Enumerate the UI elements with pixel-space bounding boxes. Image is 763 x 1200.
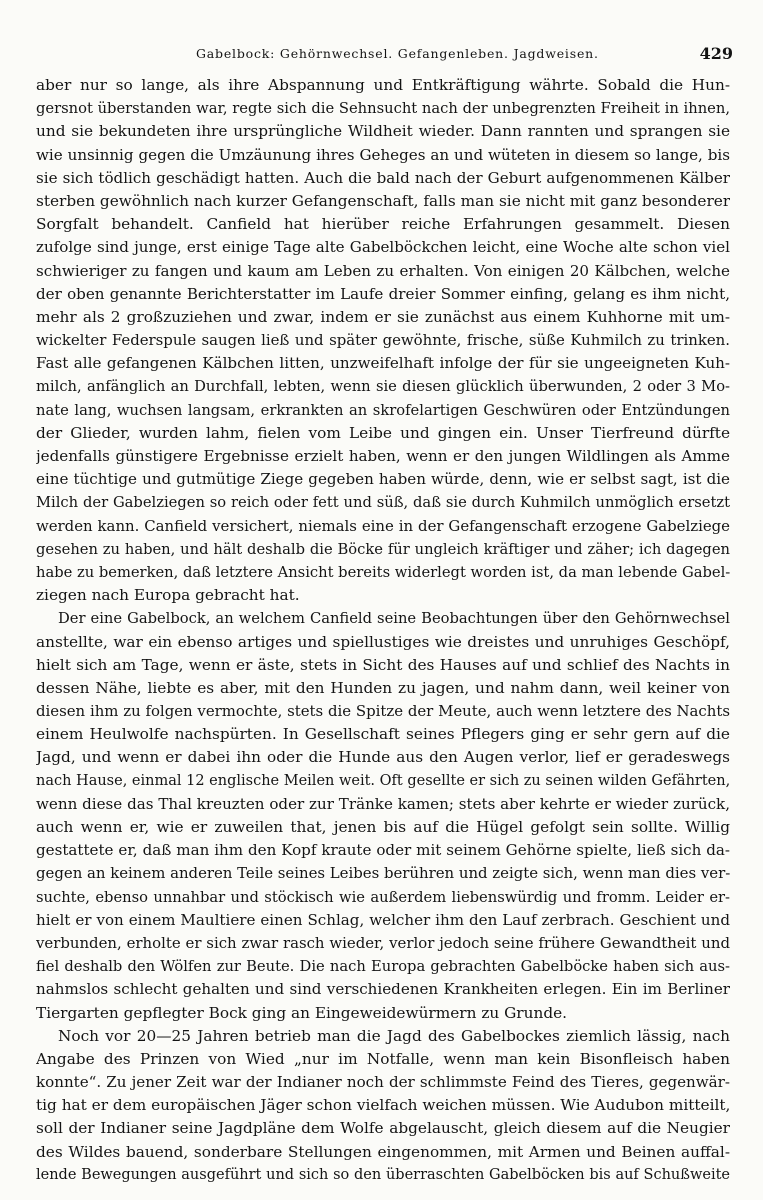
running-header [36,44,739,68]
text-line: gesehen zu haben, und hält deshalb die Böcke für ungleich kräftiger und zäher; ich dagegen [36,540,730,558]
text-line: verbunden, erholte er sich zwar rasch wieder, verlor jedoch seine frühere Gewandtheit und [36,933,730,952]
text-line: des Wildes bauend, sonderbare Stellungen eingenommen, mit Armen und Beinen auffal- [36,1142,730,1161]
text-line: und sie bekundeten ihre ursprüngliche Wildheit wieder. Dann rannten und sprangen sie [36,122,730,141]
text-line: Tiergarten gepflegter Bock ging an Eingeweidewürmern zu Grunde. [36,1003,568,1022]
text-line: Der eine Gabelbock, an welchem Canfield seine Beobachtungen über den Gehörnwechsel [58,610,730,628]
body-text [36,74,730,1187]
text-line: nate lang, wuchsen langsam, erkrankten an skrofelartigen Geschwüren oder Entzündungen [36,401,730,419]
text-line: nach Hause, einmal 12 englische Meilen weit. Oft gesellte er sich zu seinen wilden Gefährten, [36,772,730,789]
text-line: lende Bewegungen ausgeführt und sich so den überraschten Gabelböcken bis auf Schußweite [36,1166,730,1183]
text-line: eine tüchtige und gutmütige Ziege gegeben haben würde, denn, wie er selbst sagt, ist die [36,470,730,489]
text-line: hielt sich am Tage, wenn er äste, stets in Sicht des Hauses auf und schlief des Nachts in [36,655,730,674]
text-line: Milch der Gabelziegen so reich oder fett und süß, daß sie durch Kuhmilch unmöglich ersetzt [36,494,730,512]
text-line: tig hat er dem europäischen Jäger schon vielfach weichen müssen. Wie Audubon mitteilt, [36,1096,730,1115]
text-line: gersnot überstanden war, regte sich die Sehnsucht nach der unbegrenzten Freiheit in ihnen, [36,100,730,118]
text-line: ziegen nach Europa gebracht hat. [36,586,300,605]
text-line: hielt er von einem Maultiere einen Schlag, welcher ihm den Lauf zerbrach. Geschient und [36,910,730,929]
text-line: milch, anfänglich an Durchfall, lebten, wenn sie diesen glücklich überwunden, 2 oder 3 Mo- [36,378,730,396]
text-line: Noch vor 20—25 Jahren betrieb man die Jagd des Gabelbockes ziemlich lässig, nach [58,1026,730,1045]
text-line: wenn diese das Thal kreuzten oder zur Tränke kamen; stets aber kehrte er wieder zurück, [36,794,730,813]
text-line: anstellte, war ein ebenso artiges und spiellustiges wie dreistes und unruhiges Geschöpf, [36,632,730,651]
text-line: Angabe des Prinzen von Wied „nur im Notfalle, wenn man kein Bisonfleisch haben [36,1049,730,1068]
text-line: Jagd, und wenn er dabei ihn oder die Hunde aus den Augen verlor, lief er geradeswegs [36,748,730,767]
page-number: 429 [699,44,733,63]
text-line: mehr als 2 großzuziehen und zwar, indem er sie zunächst aus einem Kuhhorne mit um- [36,307,730,326]
text-line: dessen Nähe, liebte es aber, mit den Hunden zu jagen, und nahm dann, weil keiner von [36,678,730,697]
text-line: diesen ihm zu folgen vermochte, stets die Spitze der Meute, auch wenn letztere des Nachts [36,702,730,721]
text-line: fiel deshalb den Wölfen zur Beute. Die nach Europa gebrachten Gabelböcke haben sich aus- [36,958,730,976]
text-line: einem Heulwolfe nachspürten. In Gesellschaft seines Pflegers ging er sehr gern auf die [36,725,730,744]
text-line: soll der Indianer seine Jagdpläne dem Wolfe abgelauscht, gleich diesem auf die Neugier [36,1119,730,1138]
text-line: schwieriger zu fangen und kaum am Leben zu erhalten. Von einigen 20 Kälbchen, welche [36,261,730,280]
text-line: Fast alle gefangenen Kälbchen litten, unzweifelhaft infolge der für sie ungeeigneten Kuh- [36,354,730,373]
text-line: sie sich tödlich geschädigt hatten. Auch die bald nach der Geburt aufgenommenen Kälber [36,168,730,187]
text-line: auch wenn er, wie er zuweilen that, jenen bis auf die Hügel gefolgt sein sollte. Willig [36,818,730,836]
text-line: sterben gewöhnlich nach kurzer Gefangenschaft, falls man sie nicht mit ganz besonderer [36,191,730,210]
text-line: werden kann. Canfield versichert, niemals eine in der Gefangenschaft erzogene Gabelziege [36,516,730,535]
running-title: Gabelbock: Gehörnwechsel. Gefangenleben. Jagdweisen. [196,46,599,61]
text-line: gestattete er, daß man ihm den Kopf kraute oder mit seinem Gehörne spielte, ließ sich da- [36,841,730,860]
text-line: suchte, ebenso unnahbar und stöckisch wie außerdem liebenswürdig und fromm. Leider er- [36,888,730,906]
text-line: der oben genannte Berichterstatter im Laufe dreier Sommer einfing, gelang es ihm nicht, [36,284,730,303]
text-line: wie unsinnig gegen die Umzäunung ihres Geheges an und wüteten in diesem so lange, bis [36,145,730,164]
text-line: konnte“. Zu jener Zeit war der Indianer noch der schlimmste Feind des Tieres, gegenwär- [36,1073,730,1092]
text-line: aber nur so lange, als ihre Abspannung und Entkräftigung währte. Sobald die Hun- [36,76,730,94]
text-line: zufolge sind junge, erst einige Tage alte Gabelböckchen leicht, eine Woche alte schon viel [36,238,730,257]
text-line: der Glieder, wurden lahm, fielen vom Leibe und gingen ein. Unser Tierfreund dürfte [36,423,730,442]
text-line: gegen an keinem anderen Teile seines Leibes berühren und zeigte sich, wenn man dies ver- [36,864,730,883]
text-line: nahmslos schlecht gehalten und sind verschiedenen Krankheiten erlegen. Ein im Berliner [36,980,730,999]
text-line: habe zu bemerken, daß letztere Ansicht bereits widerlegt worden ist, da man lebende Gabel- [36,563,730,581]
text-line: Sorgfalt behandelt. Canfield hat hierüber reiche Erfahrungen gesammelt. Diesen [36,215,730,234]
text-line: wickelter Federspule saugen ließ und später gewöhnte, frische, süße Kuhmilch zu trinken. [36,331,730,350]
text-line: jedenfalls günstigere Ergebnisse erzielt haben, wenn er den jungen Wildlingen als Amme [36,447,730,465]
